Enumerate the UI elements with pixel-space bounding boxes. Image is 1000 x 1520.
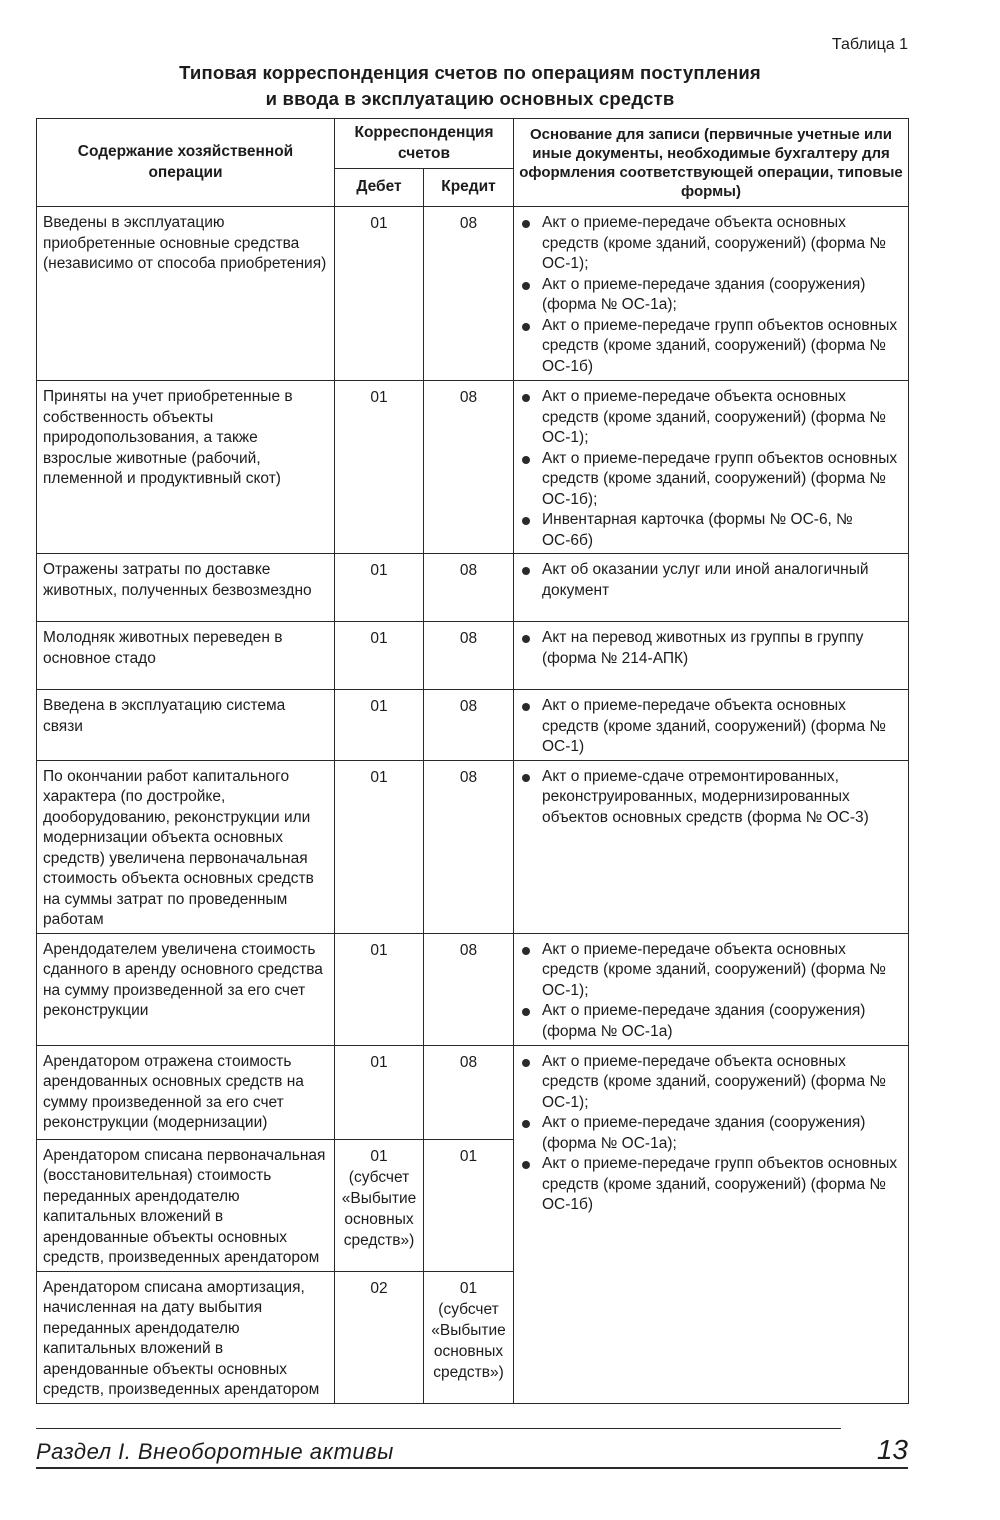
credit-cell: 01 [424,1139,514,1271]
credit-cell: 08 [424,207,514,381]
basis-cell [514,760,909,933]
operation-cell: Приняты на учет приобретенные в собственность объекты природопользования, а также взрослые животные (рабочий, племенной и продуктивный скот) [37,381,335,554]
operation-cell: Арендатором списана первоначальная (восстановительная) стоимость переданных арендодателю капитальных вложений в арендованные объекты основных средств, произведенных арендатором [37,1139,335,1271]
credit-cell: 08 [424,690,514,761]
table-title [40,60,900,112]
header-correspondence: Корреспонденция счетов [335,119,514,169]
footer-underline [36,1467,908,1469]
credit-cell: 08 [424,554,514,622]
header-operation: Содержание хозяйственной операции [37,119,335,207]
basis-cell [514,1045,909,1403]
table-row [37,933,909,1045]
credit-cell: 01 (субсчет «Выбытие основных средств») [424,1271,514,1403]
footer-section-title: Раздел I. Внеоборотные активы [36,1439,394,1464]
operation-cell: Молодняк животных переведен в основное стадо [37,622,335,690]
table-row [37,554,909,622]
document-list [520,940,902,1043]
document-item: Акт о приеме-передаче групп объектов основных средств (кроме зданий, сооружений) (форма № ОС-1б) [520,1154,902,1216]
operation-cell: Введены в эксплуатацию приобретенные основные средства (независимо от способа приобретения) [37,207,335,381]
document-list [520,213,902,377]
basis-cell [514,690,909,761]
document-item: Акт о приеме-сдаче отремонтированных, реконструированных, модернизированных объектов основных средств (форма № ОС-3) [520,767,902,829]
table-row [37,760,909,933]
operation-cell: Введена в эксплуатацию система связи [37,690,335,761]
debit-cell: 01 [335,622,424,690]
basis-cell [514,933,909,1045]
credit-cell: 08 [424,381,514,554]
title-line-1: Типовая корреспонденция счетов по операциям поступления [179,62,761,83]
document-item: Инвентарная карточка (формы № ОС-6, № ОС-6б) [520,510,902,551]
document-item: Акт о приеме-передаче здания (сооружения) (форма № ОС-1а); [520,275,902,316]
credit-cell: 08 [424,622,514,690]
debit-cell: 01 [335,760,424,933]
document-item: Акт о приеме-передаче объекта основных средств (кроме зданий, сооружений) (форма № ОС-1) [520,696,902,758]
document-item: Акт о приеме-передаче групп объектов основных средств (кроме зданий, сооружений) (форма № ОС-1б); [520,449,902,511]
document-list [520,696,902,758]
debit-cell: 01 [335,554,424,622]
table-row [37,1045,909,1139]
document-item: Акт о приеме-передаче объекта основных средств (кроме зданий, сооружений) (форма № ОС-1); [520,1052,902,1114]
debit-cell: 01 (субсчет «Выбытие основных средств») [335,1139,424,1271]
credit-cell: 08 [424,933,514,1045]
table-row [37,207,909,381]
debit-cell: 01 [335,1045,424,1139]
credit-cell: 08 [424,1045,514,1139]
document-item: Акт об оказании услуг или иной аналогичный документ [520,560,902,601]
document-item: Акт о приеме-передаче объекта основных средств (кроме зданий, сооружений) (форма № ОС-1); [520,387,902,449]
document-item: Акт о приеме-передаче объекта основных средств (кроме зданий, сооружений) (форма № ОС-1); [520,213,902,275]
debit-cell: 01 [335,933,424,1045]
operation-cell: Отражены затраты по доставке животных, полученных безвозмездно [37,554,335,622]
footer-rule [36,1428,841,1429]
document-list [520,628,902,669]
title-line-2: и ввода в эксплуатацию основных средств [265,88,675,109]
operation-cell: Арендатором списана амортизация, начисленная на дату выбытия переданных арендодателю капитальных вложений в арендованные объекты основных средств, произведенных арендатором [37,1271,335,1403]
document-list [520,560,902,601]
table-row [37,622,909,690]
document-item: Акт о приеме-передаче объекта основных средств (кроме зданий, сооружений) (форма № ОС-1); [520,940,902,1002]
operation-cell: Арендодателем увеличена стоимость сданного в аренду основного средства на сумму произведенной за его счет реконструкции [37,933,335,1045]
basis-cell [514,207,909,381]
header-debit: Дебет [335,169,424,207]
table-row [37,381,909,554]
debit-cell: 01 [335,381,424,554]
header-basis: Основание для записи (первичные учетные или иные документы, необходимые бухгалтеру для оформления соответствующей операции, типовые формы) [514,119,909,207]
table-label: Таблица 1 [831,36,908,53]
document-item: Акт на перевод животных из группы в группу (форма № 214-АПК) [520,628,902,669]
basis-cell [514,381,909,554]
page-number: 13 [876,1434,908,1465]
document-item: Акт о приеме-передаче здания (сооружения) (форма № ОС-1а); [520,1113,902,1154]
debit-cell: 01 [335,690,424,761]
basis-cell [514,554,909,622]
operation-cell: По окончании работ капитального характера (по достройке, дооборудованию, реконструкции или модернизации объекта основных средств) увеличена первоначальная стоимость объекта основных средств на суммы затрат по проведенным работам [37,760,335,933]
document-item: Акт о приеме-передаче групп объектов основных средств (кроме зданий, сооружений) (форма № ОС-1б) [520,316,902,378]
header-credit: Кредит [424,169,514,207]
document-list [520,387,902,551]
document-list [520,767,902,829]
table-row [37,690,909,761]
operation-cell: Арендатором отражена стоимость арендованных основных средств на сумму произведенной за его счет реконструкции (модернизации) [37,1045,335,1139]
document-item: Акт о приеме-передаче здания (сооружения) (форма № ОС-1а) [520,1001,902,1042]
debit-cell: 01 [335,207,424,381]
credit-cell: 08 [424,760,514,933]
debit-cell: 02 [335,1271,424,1403]
document-list [520,1052,902,1216]
basis-cell [514,622,909,690]
correspondence-table [36,118,909,1404]
